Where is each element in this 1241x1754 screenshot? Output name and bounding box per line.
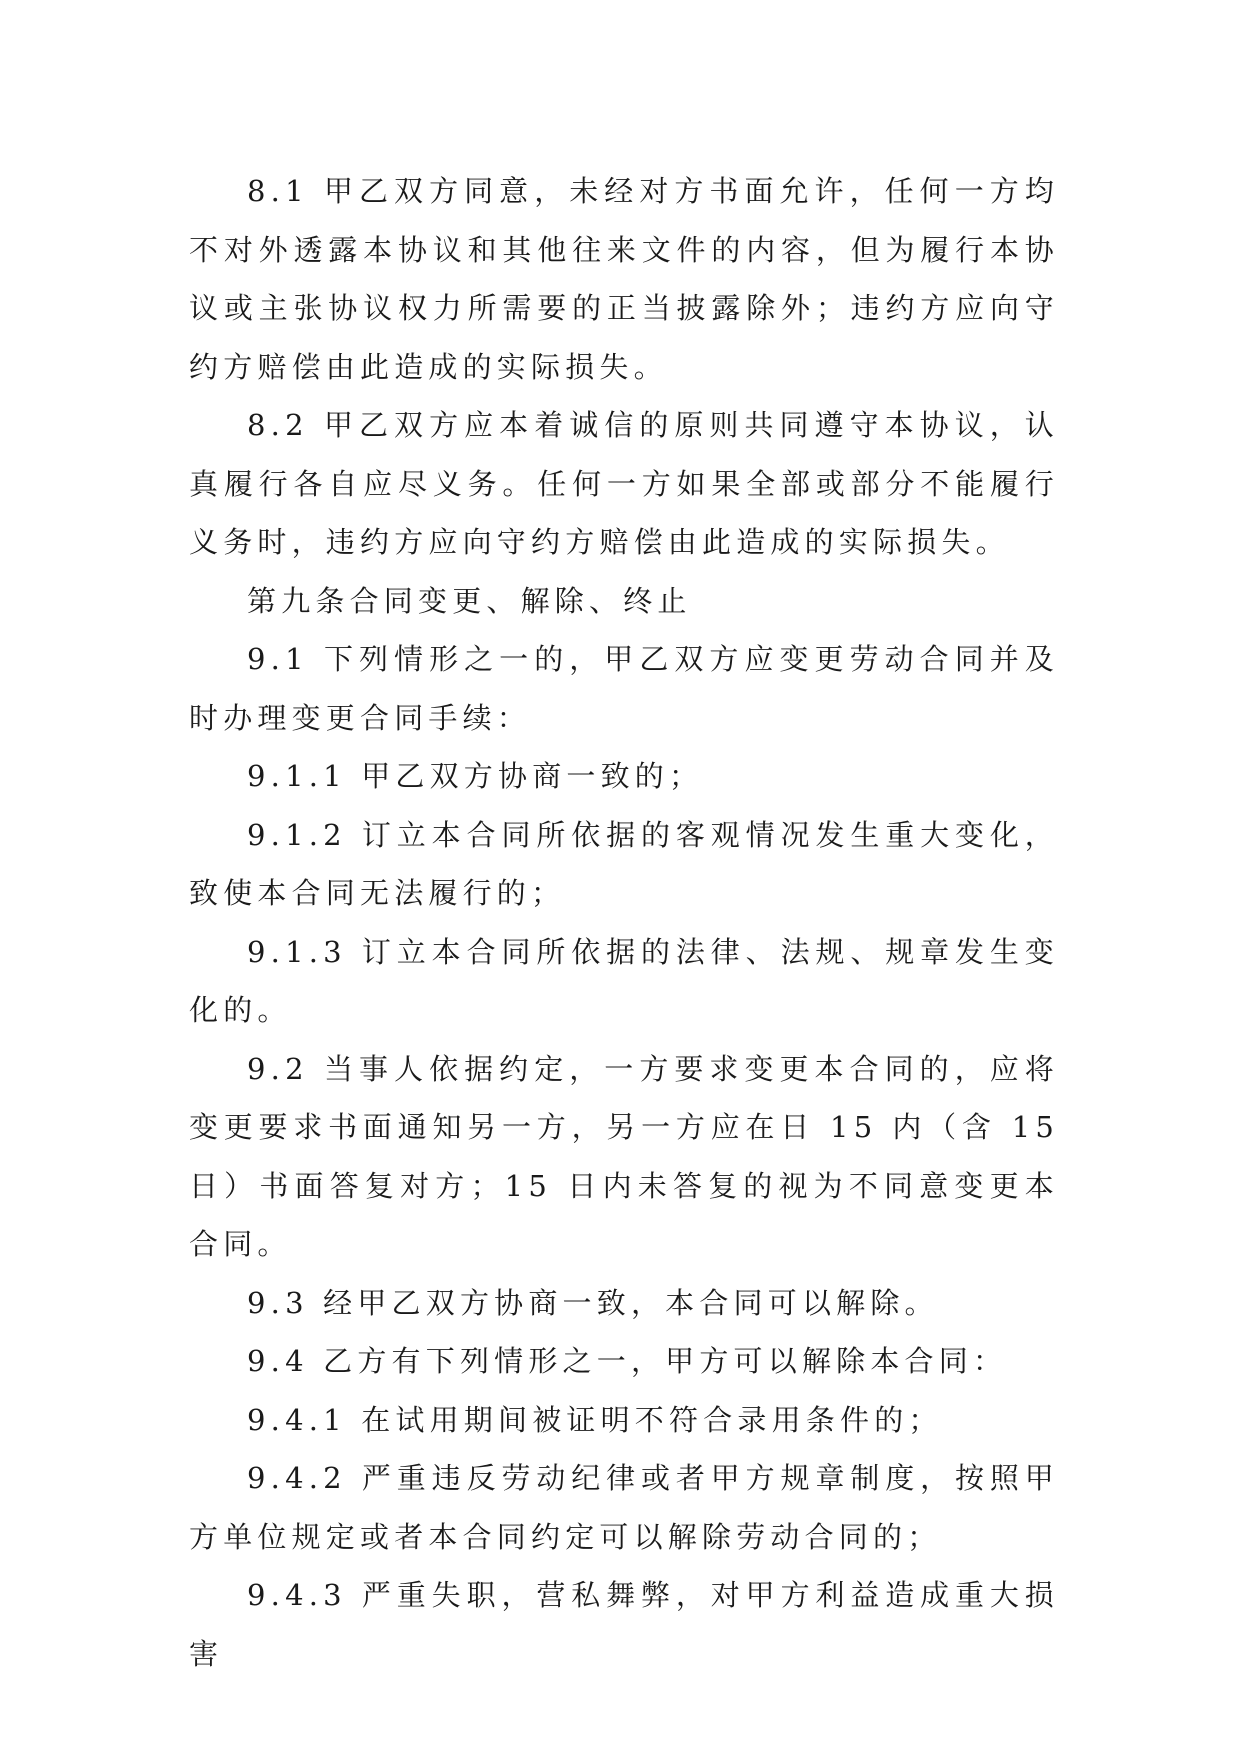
document-body bbox=[189, 162, 1059, 1683]
paragraph-9-1-3: 9.1.3 订立本合同所依据的法律、法规、规章发生变化的。 bbox=[189, 934, 1059, 1027]
paragraph-9-4-2: 9.4.2 严重违反劳动纪律或者甲方规章制度，按照甲方单位规定或者本合同约定可以解除劳动合同的； bbox=[189, 1461, 1059, 1554]
paragraph-9-2: 9.2 当事人依据约定，一方要求变更本合同的，应将变更要求书面通知另一方，另一方应在日 15 内（含 15 日）书面答复对方；15 日内未答复的视为不同意变更本合同。 bbox=[189, 1051, 1059, 1261]
paragraph-9-1-2: 9.1.2 订立本合同所依据的客观情况发生重大变化，致使本合同无法履行的； bbox=[189, 817, 1059, 910]
paragraph-9-1-1: 9.1.1 甲乙双方协商一致的； bbox=[247, 759, 704, 793]
paragraph-9-1: 9.1 下列情形之一的，甲乙双方应变更劳动合同并及时办理变更合同手续： bbox=[189, 642, 1059, 735]
paragraph-8-1: 8.1 甲乙双方同意，未经对方书面允许，任何一方均不对外透露本协议和其他往来文件的内容，但为履行本协议或主张协议权力所需要的正当披露除外；违约方应向守约方赔偿由此造成的实际损失。 bbox=[189, 174, 1059, 384]
paragraph-9-3: 9.3 经甲乙双方协商一致，本合同可以解除。 bbox=[247, 1285, 939, 1320]
paragraph-9-4-1: 9.4.1 在试用期间被证明不符合录用条件的； bbox=[247, 1402, 943, 1437]
paragraph-9-4: 9.4 乙方有下列情形之一，甲方可以解除本合同： bbox=[247, 1344, 1008, 1378]
paragraph-8-2: 8.2 甲乙双方应本着诚信的原则共同遵守本协议，认真履行各自应尽义务。任何一方如果全部或部分不能履行义务时，违约方应向守约方赔偿由此造成的实际损失。 bbox=[189, 408, 1059, 559]
section-heading-article-9: 第九条合同变更、解除、终止 bbox=[247, 583, 692, 618]
paragraph-9-4-3: 9.4.3 严重失职，营私舞弊，对甲方利益造成重大损害 bbox=[189, 1578, 1059, 1671]
